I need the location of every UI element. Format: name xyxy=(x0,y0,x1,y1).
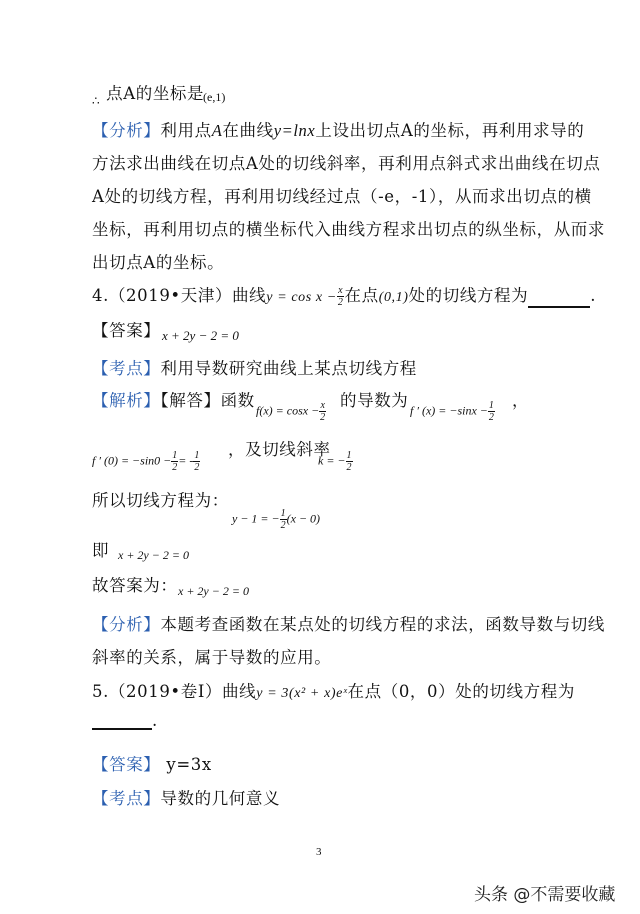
solve-tag: 【解答】 xyxy=(160,391,221,410)
answer-5-text: y=3x xyxy=(166,755,212,774)
answer-tag: 【答案】 xyxy=(92,755,161,774)
derivative-label: 的导数为 xyxy=(340,391,409,410)
analysis-line-1: 【分析】利用点A在曲线y=lnx上设出切点A的坐标，再利用求导的 xyxy=(92,121,585,140)
keypoint-tag: 【考点】 xyxy=(92,359,161,378)
keypoint-line-4 xyxy=(92,355,417,379)
analysis-4-line-1: 【分析】本题考查函数在某点处的切线方程的求法，函数导数与切线 xyxy=(92,615,606,634)
q5-equation: y = 3(x² + x)eˣ xyxy=(256,686,348,701)
therefore-symbol: ∴ xyxy=(92,94,101,108)
point-a-coordinate: (e,1) xyxy=(203,90,226,104)
function-f: f(x) = cosx − $\frac{x}{2}$ xyxy=(256,400,326,423)
keypoint-line-5: 【考点】导数的几何意义 xyxy=(92,789,281,808)
derivative-f: f ′ (x) = −sinx − $\frac{1}{2}$ xyxy=(410,400,494,423)
final-answer-equation: x + 2y − 2 = 0 xyxy=(178,584,249,598)
question-5-blank: . xyxy=(92,711,158,730)
page-number: 3 xyxy=(316,846,322,858)
answer-blank xyxy=(528,306,590,308)
answer-tag: 【答案】 xyxy=(92,321,161,340)
question-5: 5.（2019•卷Ⅰ）曲线y = 3(x² + x)eˣ在点（0，0）处的切线方程为 xyxy=(92,682,575,701)
keypoint-tag: 【考点】 xyxy=(92,789,161,808)
analysis-tag: 【分析】 xyxy=(92,121,161,140)
slope-label: ，及切线斜率 xyxy=(228,440,331,459)
answer-5-line xyxy=(92,751,212,775)
ji-equation: x + 2y − 2 = 0 xyxy=(118,548,189,562)
analysis-line-4: 坐标，再利用切点的横坐标代入曲线方程求出切点的纵坐标，从而求 xyxy=(92,220,605,239)
answer-4-math: x + 2y − 2 = 0 xyxy=(162,328,239,343)
so-tangent-line: 所以切线方程为： xyxy=(92,491,229,510)
tangent-point-slope: y − 1 = − $\frac{1}{2}$ (x − 0) xyxy=(232,508,321,531)
conclusion-line xyxy=(92,80,205,108)
q4-fraction: $\frac{x}{2}$ xyxy=(337,285,344,308)
solution-tag: 【解析】 xyxy=(92,391,161,410)
q4-equation: y = cos x − xyxy=(266,290,337,305)
analysis-4-line-2: 斜率的关系，属于导数的应用。 xyxy=(92,648,332,667)
ji-label: 即 xyxy=(92,541,110,560)
solution-header: 【解析】【解答】函数 xyxy=(92,391,255,410)
answer-blank xyxy=(92,728,152,730)
question-4: 4.（2019•天津）曲线y = cos x − $\frac{x}{2}$ 在点(0,1)处的切线方程为 . xyxy=(92,285,597,308)
derivative-at-zero: f ′ (0) = −sin0 − $\frac{1}{2}$ = - $\frac{1}{2}$ xyxy=(92,450,200,473)
conclusion-text: 点A的坐标是 xyxy=(106,84,205,103)
final-answer-label: 故答案为： xyxy=(92,576,178,595)
keypoint-text: 利用导数研究曲线上某点切线方程 xyxy=(160,359,417,378)
analysis-line-5: 出切点A的坐标。 xyxy=(92,253,225,272)
q4-point: (0,1) xyxy=(378,290,409,305)
curve-equation: y=lnx xyxy=(273,121,316,140)
watermark: 头条 @不需要收藏 xyxy=(474,885,616,905)
analysis-line-2: 方法求出曲线在切点A处的切线斜率，再利用点斜式求出曲线在切点 xyxy=(92,154,601,173)
slope-k: k = − $\frac{1}{2}$ xyxy=(318,450,352,473)
analysis-line-3: A处的切线方程，再利用切线经过点（-e，-1），从而求出切点的横 xyxy=(92,187,592,206)
